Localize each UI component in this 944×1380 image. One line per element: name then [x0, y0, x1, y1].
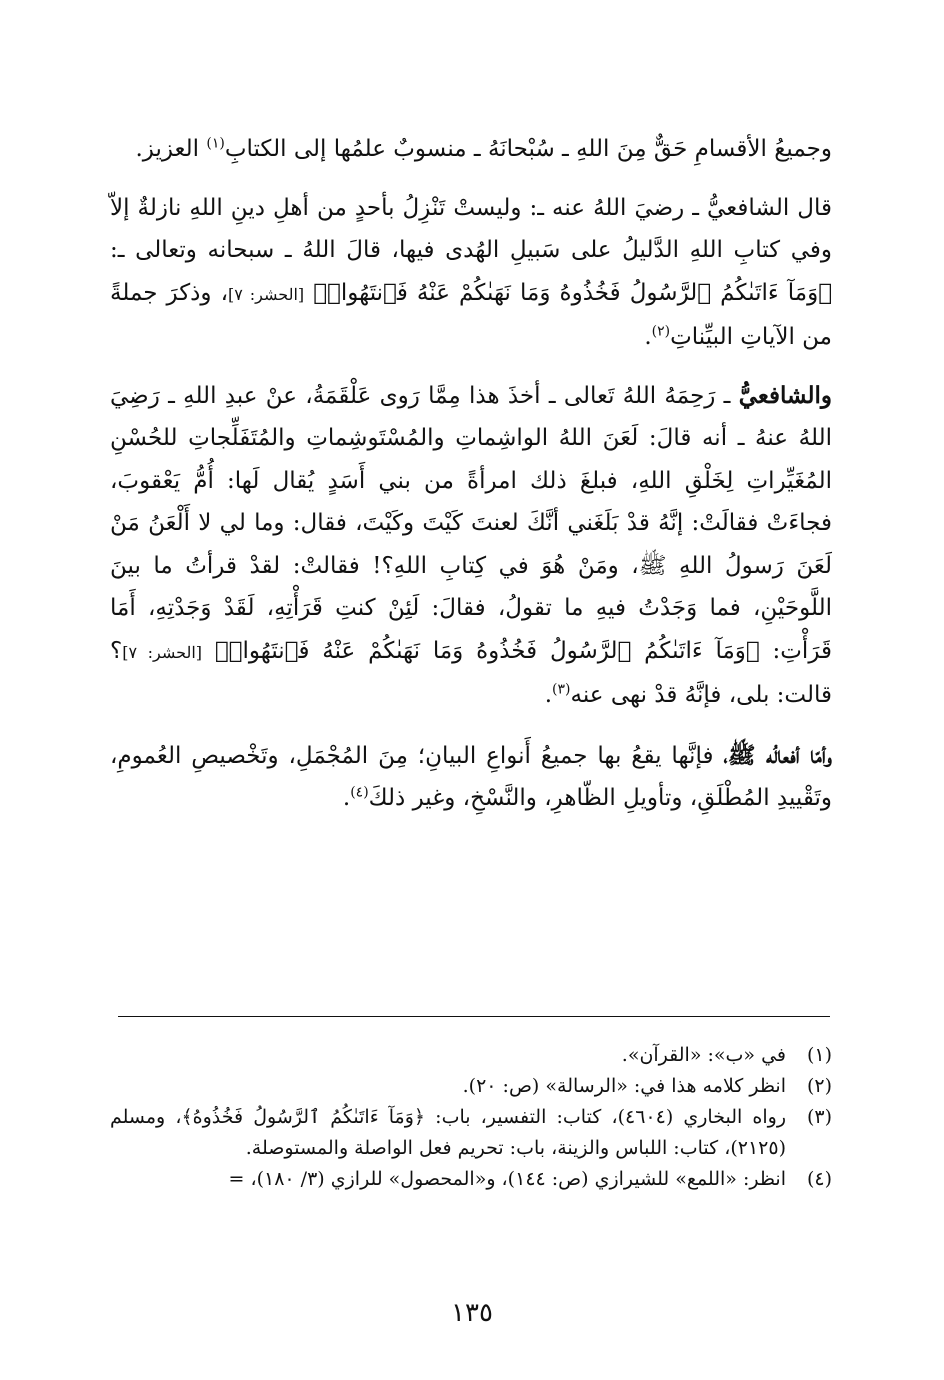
verse-reference: [الحشر: ٧] [228, 284, 305, 304]
paragraph-3-end: . [544, 682, 553, 708]
footnote-ref-1: (١) [206, 135, 225, 152]
footnote-text: رواه البخاري (٤٦٠٤)، كتاب: التفسير، باب: ﴿وَمَآ ءَاتَىٰكُمُ ٱلرَّسُولُ فَخُذُوهُ﴾، ومسلم (٢١٢٥)، كتاب: اللباس والزينة، باب: تحريم فعل الواصلة والمستوصلة. [110, 1106, 786, 1159]
main-text [110, 128, 832, 820]
paragraph-1 [110, 128, 832, 171]
paragraph-3 [110, 375, 832, 717]
quran-verse: ﴿وَمَآ ءَاتَىٰكُمُ ٱلرَّسُولُ فَخُذُوهُ وَمَا نَهَىٰكُمْ عَنْهُ فَٱنتَهُوا۟﴾ [214, 637, 760, 664]
footnote-number: (١) [806, 1044, 832, 1066]
paragraph-2-text-b: ، وذكرَ جملةً من الآياتِ البيِّناتِ [110, 279, 832, 350]
footnote-number: (٤) [806, 1168, 832, 1190]
footnote-ref-4: (٤) [350, 784, 369, 801]
footnote-number: (٢) [806, 1075, 832, 1097]
footnote-text: في «ب»: «القرآن». [621, 1044, 786, 1066]
verse-reference: [الحشر: ٧] [122, 642, 203, 662]
paragraph-4 [110, 735, 832, 820]
paragraph-4-text: فإنَّها يقعُ بها جميعُ أَنواعِ البيانِ؛ مِنَ المُجْمَلِ، وتَخْصيصِ العُمومِ، وتَقْييدِ المُطْلَقِ، وتأويلِ الظّاهرِ، والنَّسْخِ، وغير ذلكَ [110, 742, 832, 811]
footnote-4 [110, 1164, 832, 1195]
paragraph-2 [110, 187, 832, 359]
footnote-text: انظر كلامه هذا في: «الرسالة» (ص: ٢٠). [462, 1075, 786, 1097]
footnotes [110, 1040, 832, 1195]
paragraph-4-lead: وأمّا أفعالُه ﷺ، [723, 741, 833, 769]
paragraph-4-end: . [342, 785, 351, 811]
paragraph-3-lead: والشافعيُّ [738, 381, 833, 409]
footnote-ref-2: (٢) [651, 323, 671, 340]
footnote-2 [110, 1071, 832, 1102]
paragraph-1-end: العزيز. [135, 136, 200, 162]
footnote-3 [110, 1102, 832, 1164]
paragraph-2-text-a: قال الشافعيُّ ـ رضيَ اللهُ عنه ـ: وليستْ تَنْزِلُ بأحدٍ من أهلِ دينِ اللهِ نازلةٌ إلاّ وفي كتابِ اللهِ الدَّليلُ على سَبيلِ الهُدى فيها، قالَ اللهُ ـ سبحانه وتعالى ـ: [110, 194, 832, 263]
footnote-text: انظر: «اللمع» للشيرازي (ص: ١٤٤)، و«المحصول» للرازي (٣/ ١٨٠)، = [228, 1168, 786, 1190]
page-number: ١٣٥ [451, 1298, 493, 1328]
footnote-1 [110, 1040, 832, 1071]
quran-verse: ﴿وَمَآ ءَاتَىٰكُمُ ٱلرَّسُولُ فَخُذُوهُ وَمَا نَهَىٰكُمْ عَنْهُ فَٱنتَهُوا۟﴾ [313, 279, 833, 306]
footnote-number: (٣) [806, 1106, 832, 1128]
paragraph-1-text: وجميعُ الأقسامِ حَقٌّ مِنَ اللهِ ـ سُبْحانَهُ ـ منسوبٌ علمُها إلى الكتابِ [224, 136, 832, 162]
paragraph-3-text-b: ؟ قالت: بلى، فإنَّهُ قدْ نهى عنه [110, 637, 832, 708]
paragraph-3-text-a: ـ رَحِمَهُ اللهُ تَعالى ـ أخذَ هذا مِمَّا رَوى عَلْقَمَةُ، عنْ عبدِ اللهِ ـ رَضِيَ اللهُ عنهُ ـ أنه قالَ: لَعَنَ اللهُ الواشِماتِ والمُسْتَوشِماتِ والمُتَفَلِّجاتِ للحُسْنِ المُغَيِّراتِ لِخَلْقِ اللهِ، فبلغَ ذلك امرأةً من بني أَسَدٍ يُقال لَها: أُمُّ يَعْقوبَ، فجاءَتْ فقالَتْ: إنَّهُ قدْ بَلَغَني أنَّكَ لعنتَ كَيْتَ وكَيْتَ، فقال: وما لي لا أَلْعَنُ مَنْ لَعَنَ رَسولُ اللهِ ﷺ، ومَنْ هُوَ في كِتابِ اللهِ؟! فقالتْ: لقدْ قرأتُ ما بينَ اللَّوحَيْنِ، فما وَجَدْتُ فيهِ ما تقولُ، فقالَ: لَئِنْ كنتِ قَرَأْتِهِ، لَقَدْ وَجَدْتِهِ، أَمَا قَرَأْتِ: [110, 382, 833, 664]
paragraph-2-end: . [644, 324, 652, 350]
footnote-divider [118, 1016, 830, 1017]
footnote-ref-3: (٣) [552, 681, 571, 698]
